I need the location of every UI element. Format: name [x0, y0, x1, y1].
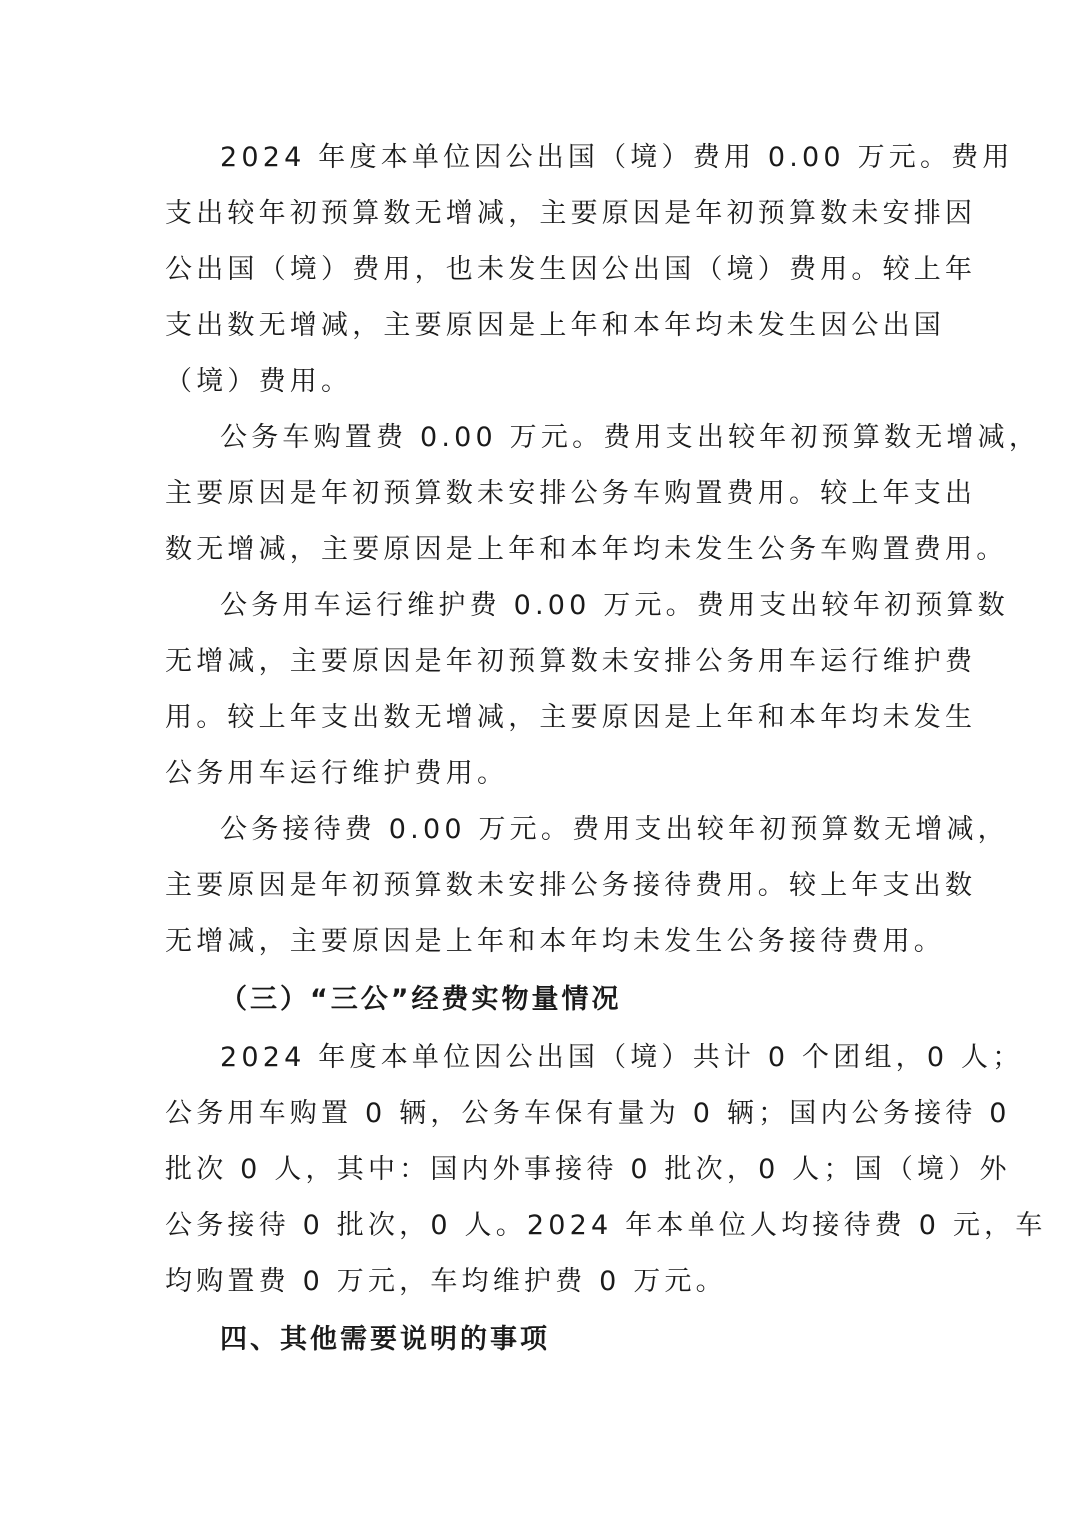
paragraph-line: 公务用车运行维护费 0.00 万元。费用支出较年初预算数 [220, 590, 1009, 621]
paragraph-line: 公出国（境）费用，也未发生因公出国（境）费用。较上年 [165, 254, 977, 285]
section-heading: 四、其他需要说明的事项 [220, 1324, 550, 1355]
paragraph-line: 数无增减，主要原因是上年和本年均未发生公务车购置费用。 [165, 534, 1008, 565]
paragraph-line: 批次 0 人，其中：国内外事接待 0 批次，0 人；国（境）外 [165, 1154, 1011, 1185]
section-subheading: （三）“三公”经费实物量情况 [220, 984, 622, 1015]
paragraph-line: 支出数无增减，主要原因是上年和本年均未发生因公出国 [165, 310, 945, 341]
paragraph-line: （境）费用。 [165, 366, 353, 397]
paragraph-line: 无增减，主要原因是上年和本年均未发生公务接待费用。 [165, 926, 945, 957]
paragraph-line: 2024 年度本单位因公出国（境）共计 0 个团组，0 人； [220, 1042, 1024, 1073]
paragraph-line: 用。较上年支出数无增减，主要原因是上年和本年均未发生 [165, 702, 977, 733]
paragraph-line: 支出较年初预算数无增减，主要原因是年初预算数未安排因 [165, 198, 977, 229]
paragraph-line: 2024 年度本单位因公出国（境）费用 0.00 万元。费用 [220, 142, 1014, 173]
paragraph-line: 公务接待费 0.00 万元。费用支出较年初预算数无增减， [220, 814, 1009, 845]
paragraph-line: 公务接待 0 批次，0 人。2024 年本单位人均接待费 0 元，车 [165, 1210, 1047, 1241]
paragraph-line: 主要原因是年初预算数未安排公务接待费用。较上年支出数 [165, 870, 977, 901]
paragraph-line: 无增减，主要原因是年初预算数未安排公务用车运行维护费 [165, 646, 977, 677]
paragraph-line: 公务车购置费 0.00 万元。费用支出较年初预算数无增减， [220, 422, 1041, 453]
paragraph-line: 主要原因是年初预算数未安排公务车购置费用。较上年支出 [165, 478, 977, 509]
paragraph-line: 均购置费 0 万元，车均维护费 0 万元。 [165, 1266, 727, 1297]
paragraph-line: 公务用车购置 0 辆，公务车保有量为 0 辆；国内公务接待 0 [165, 1098, 1011, 1129]
paragraph-line: 公务用车运行维护费用。 [165, 758, 509, 789]
